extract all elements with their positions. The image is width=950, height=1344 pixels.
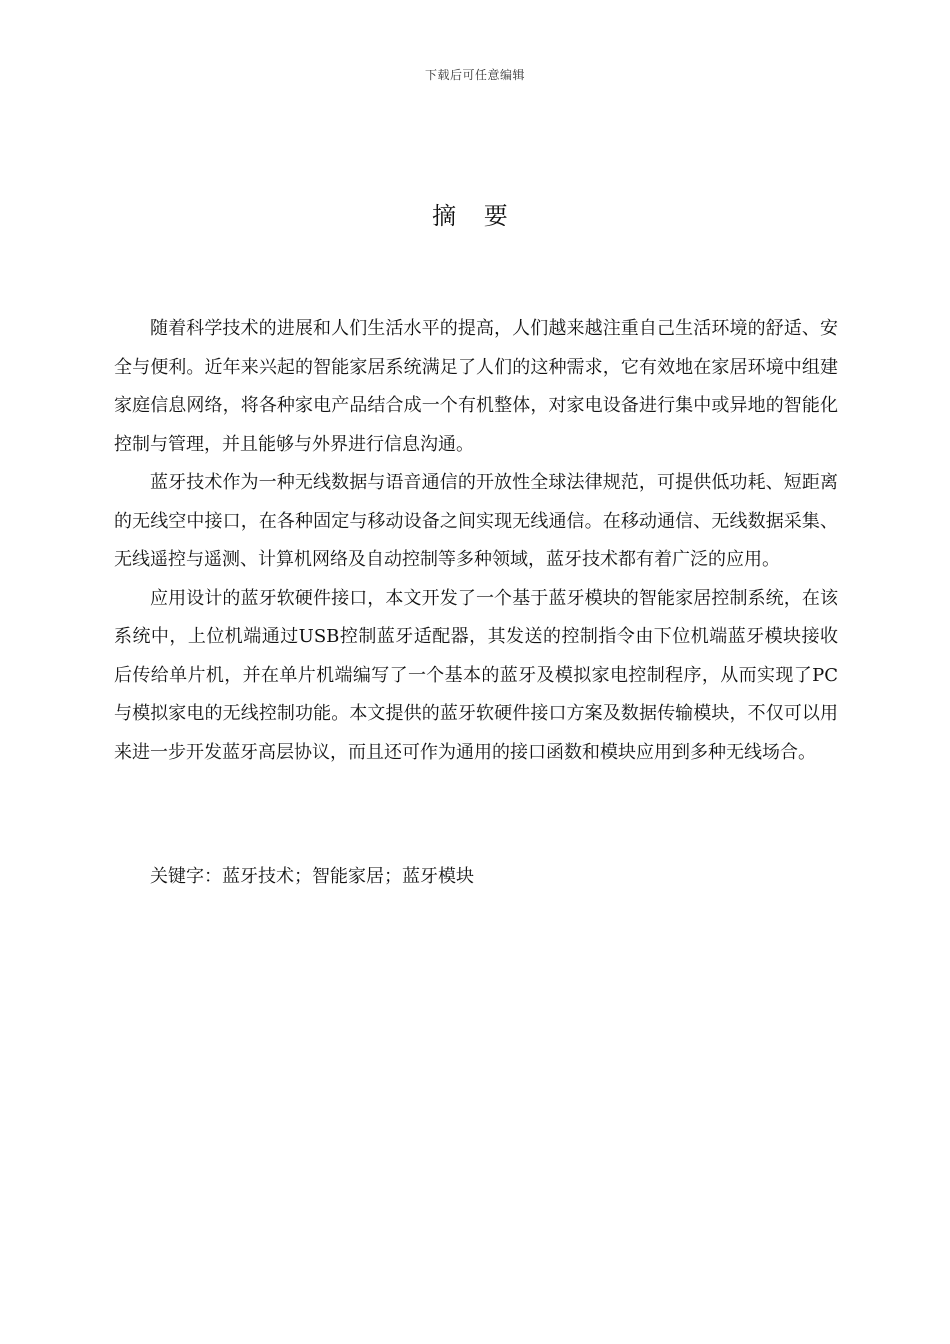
abstract-paragraph-3: 应用设计的蓝牙软硬件接口，本文开发了一个基于蓝牙模块的智能家居控制系统，在该系统中，上位机端通过USB控制蓝牙适配器，其发送的控制指令由下位机端蓝牙模块接收后传给单片机，并在单片机端编写了一个基本的蓝牙及模拟家电控制程序，从而实现了PC与模拟家电的无线控制功能。本文提供的蓝牙软硬件接口方案及数据传输模块，不仅可以用来进一步开发蓝牙高层协议，而且还可作为通用的接口函数和模块应用到多种无线场合。	[114, 587, 838, 763]
abstract-title: 摘 要	[432, 202, 518, 230]
keywords-line: 关键字：蓝牙技术；智能家居；蓝牙模块	[150, 866, 474, 887]
abstract-body	[114, 310, 838, 772]
abstract-paragraph-1: 随着科学技术的进展和人们生活水平的提高，人们越来越注重自己生活环境的舒适、安全与便利。近年来兴起的智能家居系统满足了人们的这种需求，它有效地在家居环境中组建家庭信息网络，将各种家电产品结合成一个有机整体，对家电设备进行集中或异地的智能化控制与管理，并且能够与外界进行信息沟通。	[114, 318, 838, 455]
abstract-paragraph-2: 蓝牙技术作为一种无线数据与语音通信的开放性全球法律规范，可提供低功耗、短距离的无线空中接口，在各种固定与移动设备之间实现无线通信。在移动通信、无线数据采集、无线遥控与遥测、计算机网络及自动控制等多种领域，蓝牙技术都有着广泛的应用。	[114, 472, 838, 570]
page-header: 下载后可任意编辑	[424, 68, 525, 82]
